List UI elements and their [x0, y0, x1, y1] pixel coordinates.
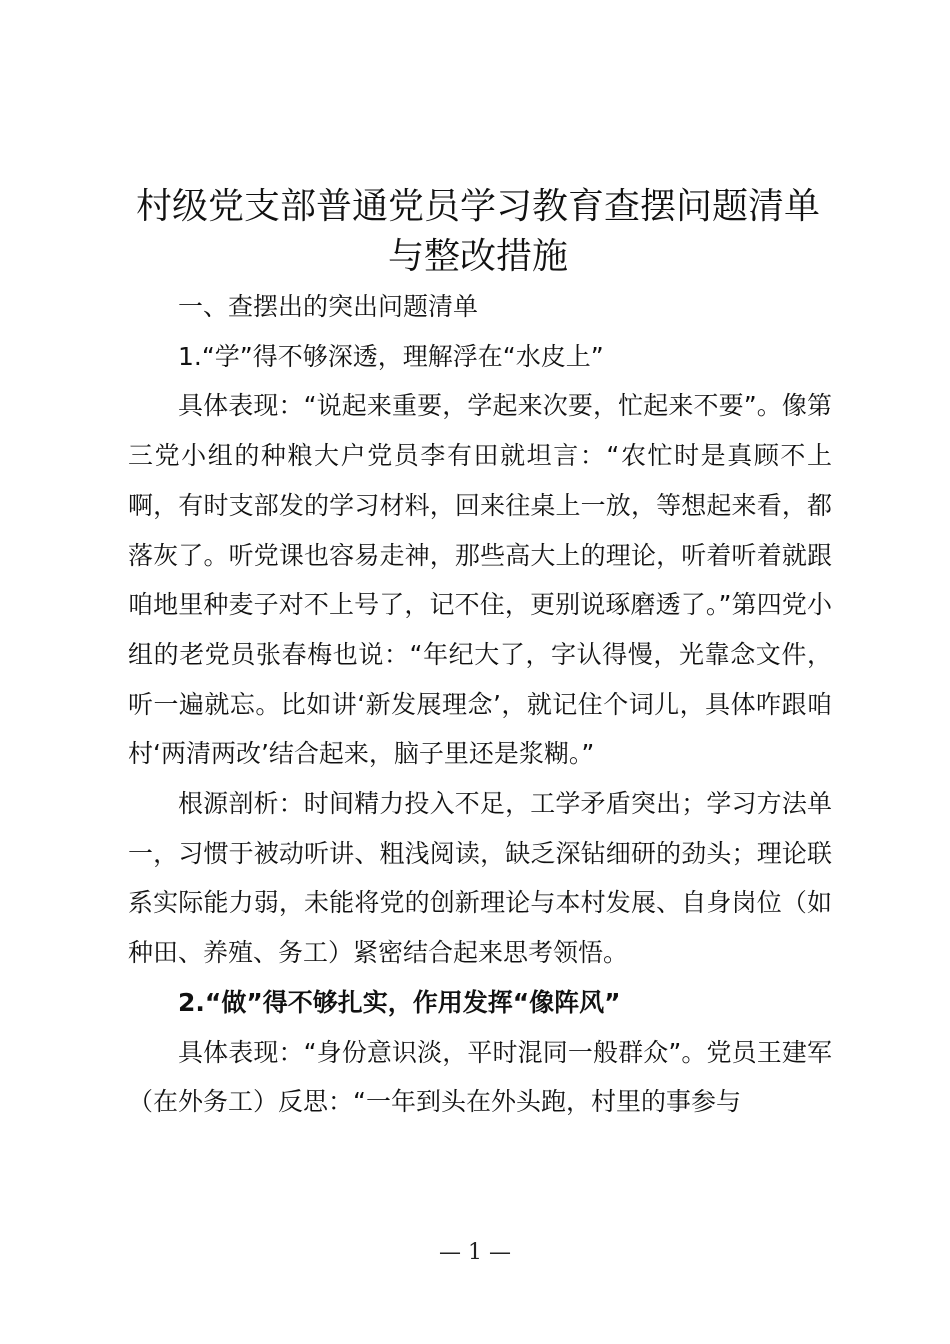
- paragraph-manifestation-2: 具体表现：“身份意识淡，平时混同一般群众”。党员王建军（在外务工）反思：“一年到头在外头跑，村里的事参与: [128, 1037, 832, 1117]
- subsection-heading-1: 1.“学”得不够深透，理解浮在“水皮上”: [178, 341, 604, 371]
- paragraph-manifestation-1: 具体表现：“说起来重要，学起来次要，忙起来不要”。像第三党小组的种粮大户党员李有田就坦言：“农忙时是真顾不上啊，有时支部发的学习材料，回来往桌上一放，等想起来看，都落灰了。听党课也容易走神，那些高大上的理论，听着听着就跟咱地里种麦子对不上号了，记不住，更别说琢磨透了。”第四党小组的老党员张春梅也说：“年纪大了，字认得慢，光靠念文件，听一遍就忘。比如讲‘新发展理念’，就记住个词儿，具体咋跟咱村‘两清两改’结合起来，脑子里还是浆糊。”: [128, 391, 832, 769]
- paragraph-root-cause-1: 根源剖析：时间精力投入不足，工学矛盾突出；学习方法单一，习惯于被动听讲、粗浅阅读，缺乏深钻细研的劲头；理论联系实际能力弱，未能将党的创新理论与本村发展、自身岗位（如种田、养殖、务工）紧密结合起来思考领悟。: [128, 789, 832, 968]
- section-heading: 一、查摆出的突出问题清单: [178, 292, 479, 321]
- document-title: 村级党支部普通党员学习教育查摆问题清单与整改措施: [135, 186, 820, 277]
- page-number: — 1 —: [439, 1240, 511, 1265]
- subsection-heading-2: 2.“做”得不够扎实，作用发挥“像阵风”: [178, 987, 621, 1017]
- document-body: [128, 282, 832, 1127]
